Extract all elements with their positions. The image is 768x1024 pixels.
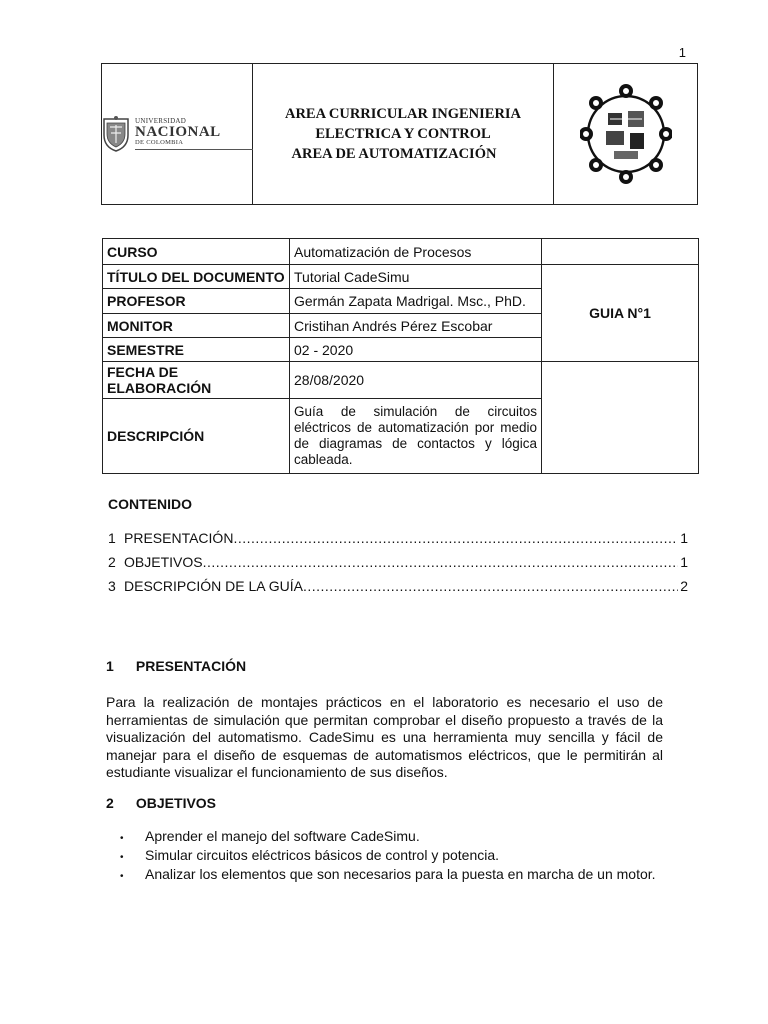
section-title: PRESENTACIÓN xyxy=(135,658,247,674)
bullet-icon: • xyxy=(120,871,124,882)
guia-number: GUIA N°1 xyxy=(542,265,699,362)
toc-item-number: 3 xyxy=(108,578,116,594)
toc-item-label: DESCRIPCIÓN DE LA GUÍA xyxy=(124,578,303,594)
toc-item[interactable] xyxy=(108,554,688,578)
section-number: 1 xyxy=(106,658,114,674)
toc-item-page: 2 xyxy=(680,578,688,594)
toc-item[interactable] xyxy=(108,578,688,602)
toc-leader xyxy=(233,530,678,546)
toc-leader xyxy=(303,578,678,594)
list-item xyxy=(120,828,656,847)
list-item xyxy=(120,847,656,866)
document-header xyxy=(101,63,698,205)
section-title: OBJETIVOS xyxy=(135,795,217,811)
list-item xyxy=(120,866,656,885)
bullet-icon: • xyxy=(120,833,124,844)
objective-text: Simular circuitos eléctricos básicos de control y potencia. xyxy=(145,847,500,863)
coat-of-arms-icon xyxy=(101,115,131,153)
header-title-line3: AREA DE AUTOMATIZACIÓN xyxy=(291,146,497,162)
document-info-table xyxy=(102,238,699,474)
table-of-contents xyxy=(108,530,688,602)
section-heading-objetivos xyxy=(106,795,216,811)
label-monitor: MONITOR xyxy=(103,314,290,338)
objectives-list xyxy=(120,828,656,885)
header-title xyxy=(253,64,554,204)
value-semestre: 02 - 2020 xyxy=(290,338,542,362)
logo-line2: NACIONAL xyxy=(135,124,221,141)
value-fecha: 28/08/2020 xyxy=(290,362,542,399)
value-monitor: Cristihan Andrés Pérez Escobar xyxy=(290,314,542,338)
bullet-icon: • xyxy=(120,852,124,863)
section-heading-presentacion xyxy=(106,658,246,674)
empty-cell xyxy=(542,362,699,474)
logo-line1: UNIVERSIDAD xyxy=(135,117,187,126)
label-curso: CURSO xyxy=(103,239,290,265)
objective-text: Analizar los elementos que son necesarios para la puesta en marcha de un motor. xyxy=(145,866,656,882)
toc-item[interactable] xyxy=(108,530,688,554)
value-descripcion: Guía de simulación de circuitos eléctricos de automatización por medio de diagramas de contactos y lógica cableada. xyxy=(290,399,542,474)
toc-item-number: 1 xyxy=(108,530,116,546)
toc-item-page: 1 xyxy=(680,530,688,546)
objective-text: Aprender el manejo del software CadeSimu. xyxy=(145,828,420,844)
automation-gears-icon xyxy=(580,79,672,189)
header-title-line1: AREA CURRICULAR INGENIERIA xyxy=(284,106,522,122)
label-semestre: SEMESTRE xyxy=(103,338,290,362)
label-profesor: PROFESOR xyxy=(103,289,290,314)
page-number: 1 xyxy=(678,45,686,60)
toc-item-page: 1 xyxy=(680,554,688,570)
label-titulo: TÍTULO DEL DOCUMENTO xyxy=(103,265,290,289)
value-profesor: Germán Zapata Madrigal. Msc., PhD. xyxy=(290,289,542,314)
toc-leader xyxy=(203,554,679,570)
header-title-line2: ELECTRICA Y CONTROL xyxy=(315,126,491,142)
presentacion-paragraph: Para la realización de montajes prácticos en el laboratorio es necesario el uso de herramientas de simulación que permitan comprobar el diseño propuesto a través de la visualización del automatismo. CadeSimu es una herramienta muy sencilla y fácil de manejar para el diseño de esquemas de automatismos eléctricos, que le permitirán al estudiante visualizar el funcionamiento de sus diseños. xyxy=(106,694,663,780)
empty-cell xyxy=(542,239,699,265)
automation-emblem xyxy=(554,64,697,204)
toc-item-label: OBJETIVOS xyxy=(124,554,203,570)
section-number: 2 xyxy=(106,795,114,811)
logo-line3: DE COLOMBIA xyxy=(135,139,184,147)
toc-item-label: PRESENTACIÓN xyxy=(124,530,234,546)
university-logo xyxy=(102,64,253,204)
toc-item-number: 2 xyxy=(108,554,116,570)
value-titulo: Tutorial CadeSimu xyxy=(290,265,542,289)
label-fecha: FECHA DE ELABORACIÓN xyxy=(103,362,290,399)
contents-title: CONTENIDO xyxy=(108,496,192,512)
value-curso: Automatización de Procesos xyxy=(290,239,542,265)
label-descripcion: DESCRIPCIÓN xyxy=(103,399,290,474)
